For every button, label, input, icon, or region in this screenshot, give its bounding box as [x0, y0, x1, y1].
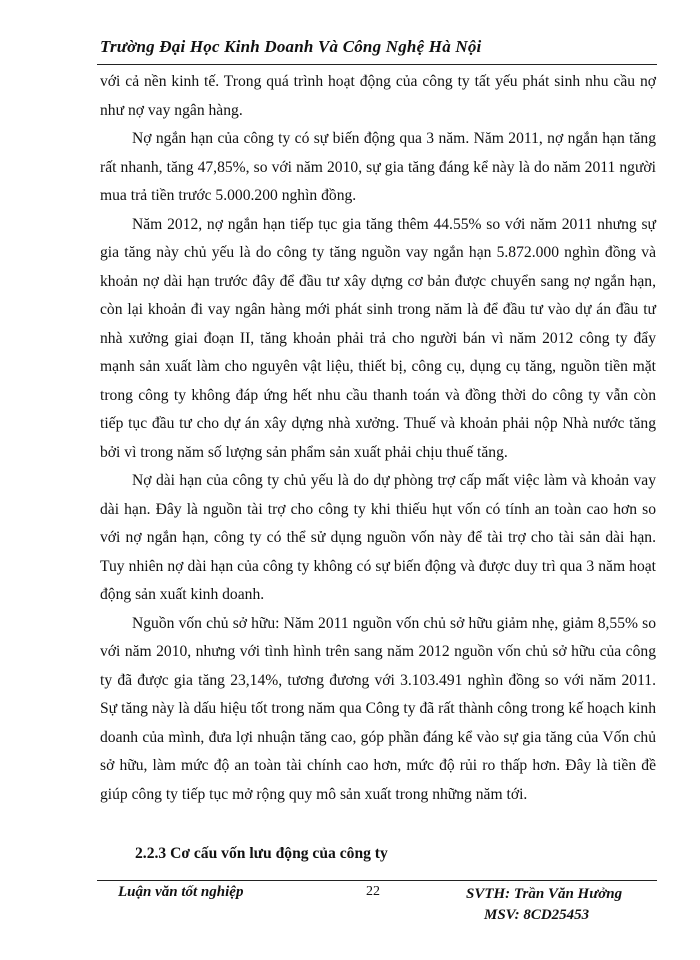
header-divider — [97, 64, 657, 65]
body-text — [100, 68, 656, 809]
page-number: 22 — [366, 884, 380, 899]
paragraph: Nợ dài hạn của công ty chủ yếu là do dự phòng trợ cấp mất việc làm và khoản vay dài hạn. Đây là nguồn tài trợ cho công ty khi thiếu hụt vốn có tính an toàn cao hơn so với nợ ngắn hạn, công ty có thể sử dụng nguồn vốn này để tài trợ cho tài sản dài hạn. Tuy nhiên nợ dài hạn của công ty không có sự biến động và được duy trì qua 3 năm hoạt động sản xuất kinh doanh. — [100, 472, 656, 603]
footer-student-id: MSV: 8CD25453 — [484, 907, 590, 923]
footer-author: SVTH: Trần Văn Hưởng — [466, 886, 623, 902]
page-header-title: Trường Đại Học Kinh Doanh Và Công Nghệ Hà Nội — [100, 37, 482, 56]
paragraph: Nợ ngắn hạn của công ty có sự biến động qua 3 năm. Năm 2011, nợ ngắn hạn tăng rất nhanh, tăng 47,85%, so với năm 2010, sự gia tăng đáng kể này là do năm 2011 người mua trả tiền trước 5.000.200 nghìn đồng. — [100, 130, 656, 204]
section-heading: 2.2.3 Cơ cấu vốn lưu động của công ty — [135, 845, 388, 862]
footer-author-block — [466, 884, 622, 926]
footer-divider — [97, 880, 657, 881]
paragraph: Năm 2012, nợ ngắn hạn tiếp tục gia tăng thêm 44.55% so với năm 2011 nhưng sự gia tăng này chủ yếu là do công ty tăng nguồn vay ngắn hạn 5.872.000 nghìn đồng và khoản nợ dài hạn trước đây để đầu tư xây dựng cơ bản được chuyển sang nợ ngắn hạn, còn lại khoản đi vay ngân hàng mới phát sinh trong năm là để đầu tư vào dự án đầu tư nhà xưởng giai đoạn II, tăng khoản phải trả cho người bán vì năm 2012 công ty đẩy mạnh sản xuất làm cho nguyên vật liệu, thiết bị, công cụ, dụng cụ tăng, nguồn tiền mặt trong công ty không đáp ứng hết nhu cầu thanh toán và đồng thời do công ty vẫn còn tiếp tục đầu tư cho dự án xây dựng nhà xưởng. Thuế và khoản phải nộp Nhà nước tăng bởi vì trong năm số lượng sản phẩm sản xuất phải chịu thuế tăng. — [100, 215, 656, 461]
footer-thesis-label: Luận văn tốt nghiệp — [118, 884, 244, 900]
paragraph: Nguồn vốn chủ sở hữu: Năm 2011 nguồn vốn chủ sở hữu giảm nhẹ, giảm 8,55% so với năm 2010, nhưng với tình hình trên sang năm 2012 nguồn vốn chủ sở hữu của công ty đã được gia tăng 23,14%, tương đương với 3.103.491 nghìn đồng so với năm 2011. Sự tăng này là dấu hiệu tốt trong năm qua Công ty đã rất thành công trong kế hoạch kinh doanh của mình, đưa lợi nhuận tăng cao, góp phần đáng kể vào sự gia tăng của Vốn chủ sở hữu, làm mức độ an toàn tài chính cao hơn, mức độ rủi ro thấp hơn. Đây là tiền đề giúp công ty tiếp tục mở rộng quy mô sản xuất trong những năm tới. — [100, 614, 656, 803]
paragraph: với cả nền kinh tế. Trong quá trình hoạt động của công ty tất yếu phát sinh nhu cầu nợ như nợ vay ngân hàng. — [100, 73, 656, 119]
